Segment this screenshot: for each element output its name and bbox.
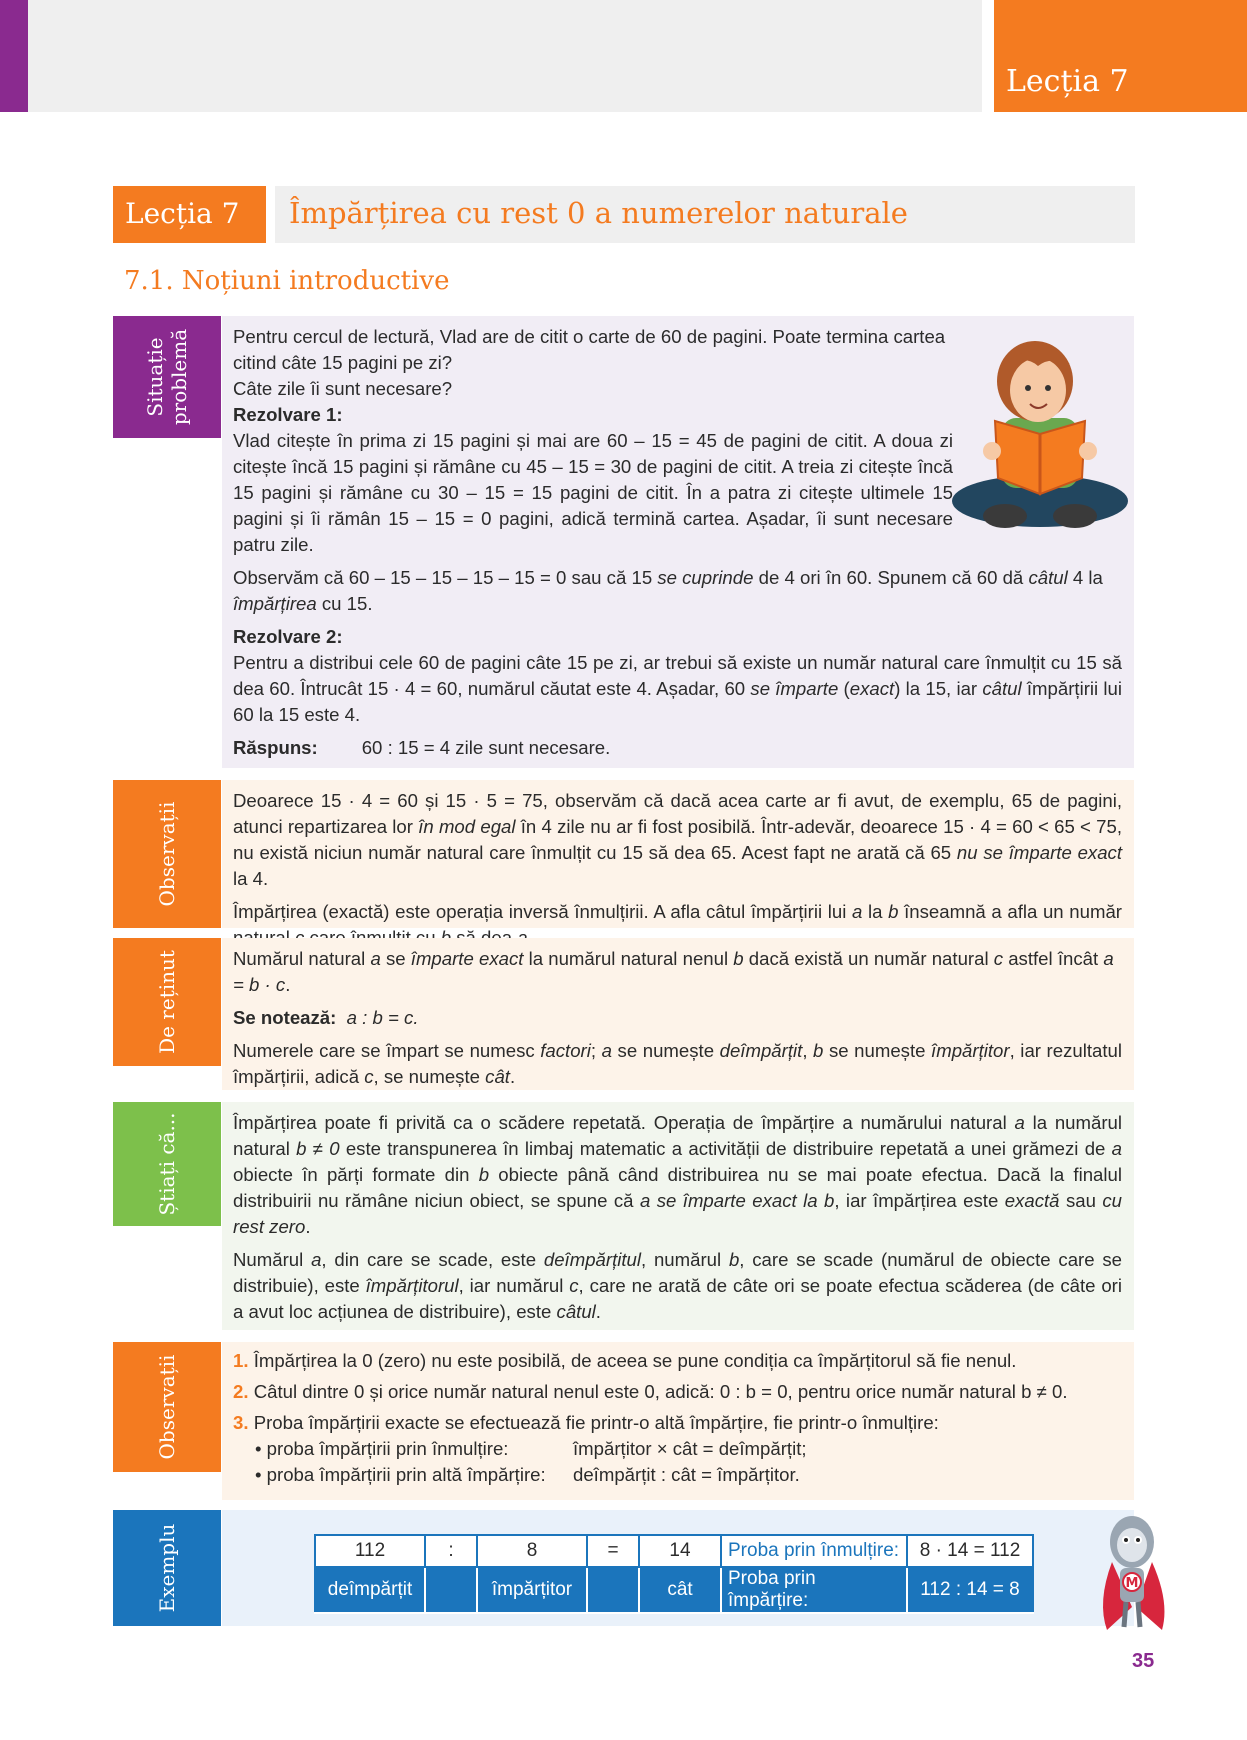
- exemplu-row-values: [315, 1535, 1033, 1567]
- observatii-2-item-1: 1. Împărțirea la 0 (zero) nu este posibilă, de aceea se pune condiția ca împărțitorul să fie nenul.: [233, 1350, 1017, 1371]
- sidebar-observatii-2: [113, 1342, 221, 1472]
- de-retinut-terms: Numerele care se împart se numesc factori; a se numește deîmpărțit, b se numește împărțitor, iar rezultatul împărțirii, adică c, se numește cât.: [233, 1040, 1122, 1087]
- observatii-2-item-2: 2. Câtul dintre 0 și orice număr natural nenul este 0, adică: 0 : b = 0, pentru orice număr natural b ≠ 0.: [233, 1381, 1068, 1402]
- observatii-1-box: [222, 780, 1134, 928]
- lesson-badge: Lecția 7: [113, 186, 266, 243]
- observatii-2-item-3: 3. Proba împărțirii exacte se efectuează fie printr-o altă împărțire, fie printr-o înmulțire:: [233, 1412, 939, 1433]
- cell-label-impartitor: împărțitor: [477, 1567, 587, 1613]
- sidebar-observatii-1-label: Observații: [155, 801, 179, 907]
- cell-eq-sign: =: [587, 1535, 639, 1567]
- cell-proba-inmultire-value: 8 · 14 = 112: [907, 1535, 1033, 1567]
- cell-proba-impartire-label: Proba prin împărțire:: [721, 1567, 907, 1613]
- superhero-mascot-illustration: [1092, 1512, 1172, 1634]
- cell-divisor: 8: [477, 1535, 587, 1567]
- stiati-ca-p1: Împărțirea poate fi privită ca o scădere repetată. Operația de împărțire a numărului natural a la numărul natural b ≠ 0 este transpunerea în limbaj matematic a activității de distribuire repetată a unei grămezi de a obiecte în părți formate din b obiecte până când distribuirea nu se mai poate efectua. Dacă la finalul distribuirii nu rămâne niciun obiect, se spune că a se împarte exact la b, iar împărțirea este exactă sau cu rest zero.: [233, 1112, 1122, 1237]
- boy-reading-illustration: [950, 326, 1130, 531]
- observatii-1-p1: Deoarece 15 · 4 = 60 și 15 · 5 = 75, observăm că dacă acea carte ar fi avut, de exemplu, 65 de pagini, atunci repartizarea lor în mod egal în 4 zile nu ar fi fost posibilă. Într-adevăr, deoarece 15 · 4 = 60 < 65 < 75, nu există niciun număr natural care înmulțit cu 15 să dea 65. Acest fapt ne arată că 65 nu se împarte exact la 4.: [233, 790, 1123, 889]
- sidebar-situatie: [113, 316, 221, 438]
- cell-label-deimpartit: deîmpărțit: [315, 1567, 425, 1613]
- observatii-1-p2: Împărțirea (exactă) este operația inversă înmulțirii. A afla câtul împărțirii lui a la b înseamnă a afla un număr: [233, 901, 1122, 922]
- exemplu-row-labels: [315, 1567, 1033, 1613]
- page-number: 35: [1132, 1650, 1155, 1672]
- sidebar-exemplu: [113, 1510, 221, 1626]
- situatie-question: Pentru cercul de lectură, Vlad are de citit o carte de 60 de pagini. Poate termina cartea citind câte 15 pagini pe zi?: [233, 326, 946, 373]
- sidebar-stiati-ca: [113, 1102, 221, 1226]
- de-retinut-box: [222, 938, 1134, 1090]
- cell-proba-inmultire-label: Proba prin înmulțire:: [721, 1535, 907, 1567]
- sidebar-observatii-1: [113, 780, 221, 928]
- rezolvare-2-title: Rezolvare 2:: [233, 626, 343, 647]
- cell-empty-2: [587, 1567, 639, 1613]
- header-lesson-tab: Lecția 7: [994, 0, 1247, 112]
- lesson-title: Împărțirea cu rest 0 a numerelor naturale: [275, 186, 1135, 243]
- observatii-2-box: [222, 1342, 1134, 1500]
- sidebar-exemplu-label: Exemplu: [155, 1523, 179, 1613]
- proba-impartire: • proba împărțirii prin altă împărțire: deîmpărțit : cât = împărțitor.: [255, 1464, 800, 1485]
- svg-text:M: M: [1125, 1576, 1139, 1591]
- sidebar-stiati-ca-label: Știați că...: [155, 1112, 179, 1216]
- sidebar-de-retinut-label: De reținut: [155, 950, 179, 1054]
- de-retinut-notation: Se notează: a : b = c.: [233, 1007, 419, 1028]
- stiati-ca-box: [222, 1102, 1134, 1330]
- cell-empty-1: [425, 1567, 477, 1613]
- header-gray-bar: [28, 0, 982, 112]
- proba-inmultire: • proba împărțirii prin înmulțire: împărțitor × cât = deîmpărțit;: [255, 1438, 807, 1459]
- cell-quotient: 14: [639, 1535, 721, 1567]
- cell-label-cat: cât: [639, 1567, 721, 1613]
- exemplu-table: [314, 1534, 1034, 1614]
- cell-div-sign: :: [425, 1535, 477, 1567]
- sidebar-de-retinut: [113, 938, 221, 1066]
- section-title: 7.1. Noțiuni introductive: [124, 266, 450, 296]
- rezolvare-2-text: Pentru a distribui cele 60 de pagini câte 15 pe zi, ar trebui să existe un număr natural care înmulțit cu 15 să dea 60. Întrucât 15 · 4 = 60, numărul căutat este 4. Așadar, 60 se împarte (exact) la 15, iar câtul împărțirii lui 60 la 15 este 4.: [233, 652, 1123, 725]
- situatie-observation: Observăm că 60 – 15 – 15 – 15 – 15 = 0 sau că 15 se cuprinde de 4 ori în 60. Spunem că 60 dă câtul 4 la împărțirea cu 15.: [233, 567, 1103, 614]
- sidebar-situatie-label: Situație problemă: [143, 328, 191, 426]
- cell-proba-impartire-value: 112 : 14 = 8: [907, 1567, 1033, 1613]
- raspuns-line: Răspuns: 60 : 15 = 4 zile sunt necesare.: [233, 737, 611, 758]
- header-purple-strip: [0, 0, 28, 112]
- rezolvare-1-text: Vlad citește în prima zi 15 pagini și mai are 60 – 15 = 45 de pagini de citit. A doua zi citește încă 15 pagini și rămâne cu 45 – 15 = 30 de pagini de citit. A treia zi citește încă 15 pagini și rămâne cu 30 – 15 = 15 pagini de citit. În a patra zi citește ultimele 15 pagini și îi rămân 15 – 15 = 0 pagini, adică termină cartea. Așadar, îi sunt necesare patru zile.: [233, 430, 953, 555]
- de-retinut-definition: Numărul natural a se împarte exact la numărul natural nenul b dacă există un număr natural c astfel încât a = b · c.: [233, 948, 1114, 995]
- rezolvare-1-title: Rezolvare 1:: [233, 404, 343, 425]
- sidebar-observatii-2-label: Observații: [155, 1354, 179, 1460]
- situatie-question-2: Câte zile îi sunt necesare?: [233, 378, 453, 399]
- stiati-ca-p2: Numărul a, din care se scade, este deîmpărțitul, numărul b, care se scade (numărul de obiecte care se distribuie), este împărțitorul, iar numărul c, care ne arată de câte ori se poate efectua scăderea (de câte ori a avut loc acțiunea de distribuire), este câtul.: [233, 1249, 1122, 1322]
- cell-dividend: 112: [315, 1535, 425, 1567]
